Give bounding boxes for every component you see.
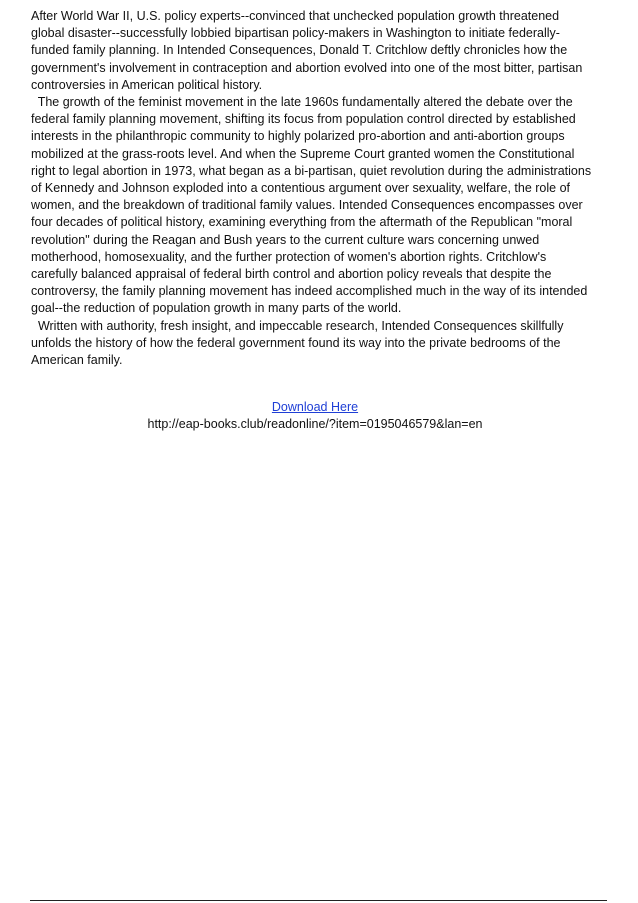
download-url: http://eap-books.club/readonline/?item=0195046579&lan=en: [147, 417, 483, 432]
text-line: unfolds the history of how the federal government found its way into the private bedrooms of the: [31, 335, 561, 350]
download-section: [0, 399, 638, 433]
text-line: motherhood, homosexuality, and the further protection of women's abortion rights. Critchlow's: [31, 249, 547, 264]
text-line: interests in the philanthropic community to highly polarized pro-abortion and anti-abortion groups: [31, 129, 565, 144]
text-line: Written with authority, fresh insight, and impeccable research, Intended Consequences skillfully: [31, 318, 564, 333]
text-line: The growth of the feminist movement in the late 1960s fundamentally altered the debate over the: [31, 95, 573, 110]
text-line: right to legal abortion in 1973, what began as a bi-partisan, quiet revolution during the administrations: [31, 163, 592, 178]
text-line: revolution" during the Reagan and Bush years to the current culture wars concerning unwed: [31, 232, 540, 247]
text-line: American family.: [31, 353, 123, 368]
text-line: controversies in American political history.: [31, 77, 263, 92]
text-line: carefully balanced appraisal of federal birth control and abortion policy reveals that despite the: [31, 267, 552, 282]
text-line: funded family planning. In Intended Consequences, Donald T. Critchlow deftly chronicles how the: [31, 43, 568, 58]
text-line: controversy, the family planning movement has indeed accomplished much in the way of its intended: [31, 284, 588, 299]
text-line: women, and the breakdown of traditional family values. Intended Consequences encompasses over: [31, 198, 583, 213]
footer-divider: [30, 900, 607, 901]
text-line: government's involvement in contraception and abortion evolved into one of the most bitter, partisan: [31, 60, 583, 75]
text-line: global disaster--successfully lobbied bipartisan policy-makers in Washington to initiate federally-: [31, 26, 560, 41]
download-link[interactable]: Download Here: [271, 400, 359, 414]
text-line: mobilized at the grass-roots level. And when the Supreme Court granted women the Constitutional: [31, 146, 575, 161]
text-line: federal family planning movement, shifting its focus from population control directed by established: [31, 112, 576, 127]
text-line: goal--the reduction of population growth in many parts of the world.: [31, 301, 402, 316]
text-line: four decades of political history, examining everything from the aftermath of the Republican "moral: [31, 215, 573, 230]
text-line: of Kennedy and Johnson exploded into a contentious argument over sexuality, welfare, the role of: [31, 181, 571, 196]
text-line: After World War II, U.S. policy experts--convinced that unchecked population growth threatened: [31, 9, 560, 23]
description-text: [31, 8, 611, 369]
